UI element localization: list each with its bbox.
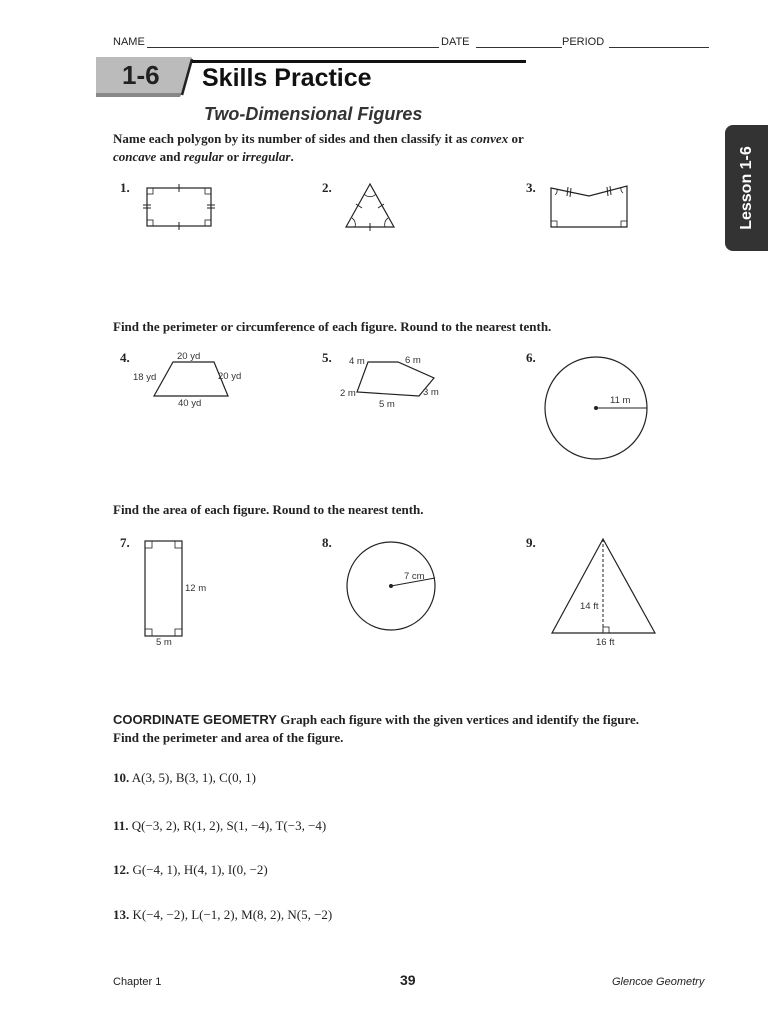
name-line — [147, 47, 439, 48]
fig5-label-b: 6 m — [405, 355, 421, 366]
problem-1-number: 1. — [120, 180, 130, 195]
figure-1-rectangle — [140, 182, 220, 232]
page-subtitle: Two-Dimensional Figures — [204, 104, 423, 124]
lesson-side-tab-label: Lesson 1-6 — [737, 146, 755, 230]
figure-6-circle — [540, 352, 652, 464]
footer-book-title: Glencoe Geometry — [612, 976, 705, 988]
fig4-top-label: 20 yd — [177, 351, 201, 362]
problem-4-number: 4. — [120, 350, 130, 365]
figure-2-triangle — [340, 180, 400, 232]
fig5-label-e: 5 m — [379, 399, 395, 410]
figure-9-triangle — [548, 536, 660, 652]
fig8-radius-label: 7 cm — [404, 571, 425, 582]
fig4-right-label: 20 yd — [218, 371, 242, 382]
figure-7-rectangle — [140, 538, 220, 650]
problem-9-number: 9. — [526, 535, 536, 550]
problem-2-number: 2. — [322, 180, 332, 195]
footer-chapter: Chapter 1 — [113, 976, 162, 988]
problem-3-number: 3. — [526, 180, 536, 195]
problem-5-number: 5. — [322, 350, 332, 365]
fig5-label-c: 2 m — [340, 388, 356, 399]
date-label: DATE — [441, 36, 470, 48]
fig5-label-d: 3 m — [423, 387, 439, 398]
fig9-base-label: 16 ft — [596, 637, 615, 648]
name-label: NAME — [113, 36, 145, 48]
problem-10: 10. A(3, 5), B(3, 1), C(0, 1) — [113, 770, 257, 785]
lesson-side-tab — [725, 125, 768, 251]
problem-12: 12. G(−4, 1), H(4, 1), I(0, −2) — [113, 862, 268, 877]
fig4-left-label: 18 yd — [133, 372, 157, 383]
lesson-number: 1-6 — [122, 60, 160, 90]
footer-page-number: 39 — [400, 972, 416, 988]
problem-7-number: 7. — [120, 535, 130, 550]
page-title: Skills Practice — [202, 64, 372, 92]
section2-instruction: Find the perimeter or circumference of each figure. Round to the nearest tenth. — [113, 319, 552, 334]
fig9-height-label: 14 ft — [580, 601, 599, 612]
fig7-height-label: 12 m — [185, 583, 207, 594]
section3-instruction: Find the area of each figure. Round to the nearest tenth. — [113, 502, 424, 517]
problem-11: 11. Q(−3, 2), R(1, 2), S(1, −4), T(−3, −4) — [113, 818, 327, 833]
problem-13: 13. K(−4, −2), L(−1, 2), M(8, 2), N(5, −2) — [113, 907, 333, 922]
section4-instruction: COORDINATE GEOMETRY Graph each figure with the given vertices and identify the figure. Find the perimeter and area of the figure. — [113, 712, 639, 745]
problem-8-number: 8. — [322, 535, 332, 550]
figure-8-circle — [343, 538, 439, 634]
fig4-bottom-label: 40 yd — [178, 398, 202, 409]
problem-6-number: 6. — [526, 350, 536, 365]
fig7-width-label: 5 m — [156, 637, 172, 648]
date-line — [476, 47, 562, 48]
period-line — [609, 47, 709, 48]
fig6-radius-label: 11 m — [610, 395, 631, 406]
period-label: PERIOD — [562, 36, 605, 48]
coordinate-geometry-label: COORDINATE GEOMETRY — [113, 712, 277, 727]
figure-5-pentagon — [335, 348, 445, 412]
figure-3-concave-polygon — [545, 180, 635, 232]
section1-instruction: Name each polygon by its number of sides and then classify it as convex or concave and regular or irregular. — [113, 131, 524, 164]
header-row — [113, 34, 709, 50]
figure-4-trapezoid — [128, 348, 258, 412]
fig5-label-a: 4 m — [349, 356, 365, 367]
